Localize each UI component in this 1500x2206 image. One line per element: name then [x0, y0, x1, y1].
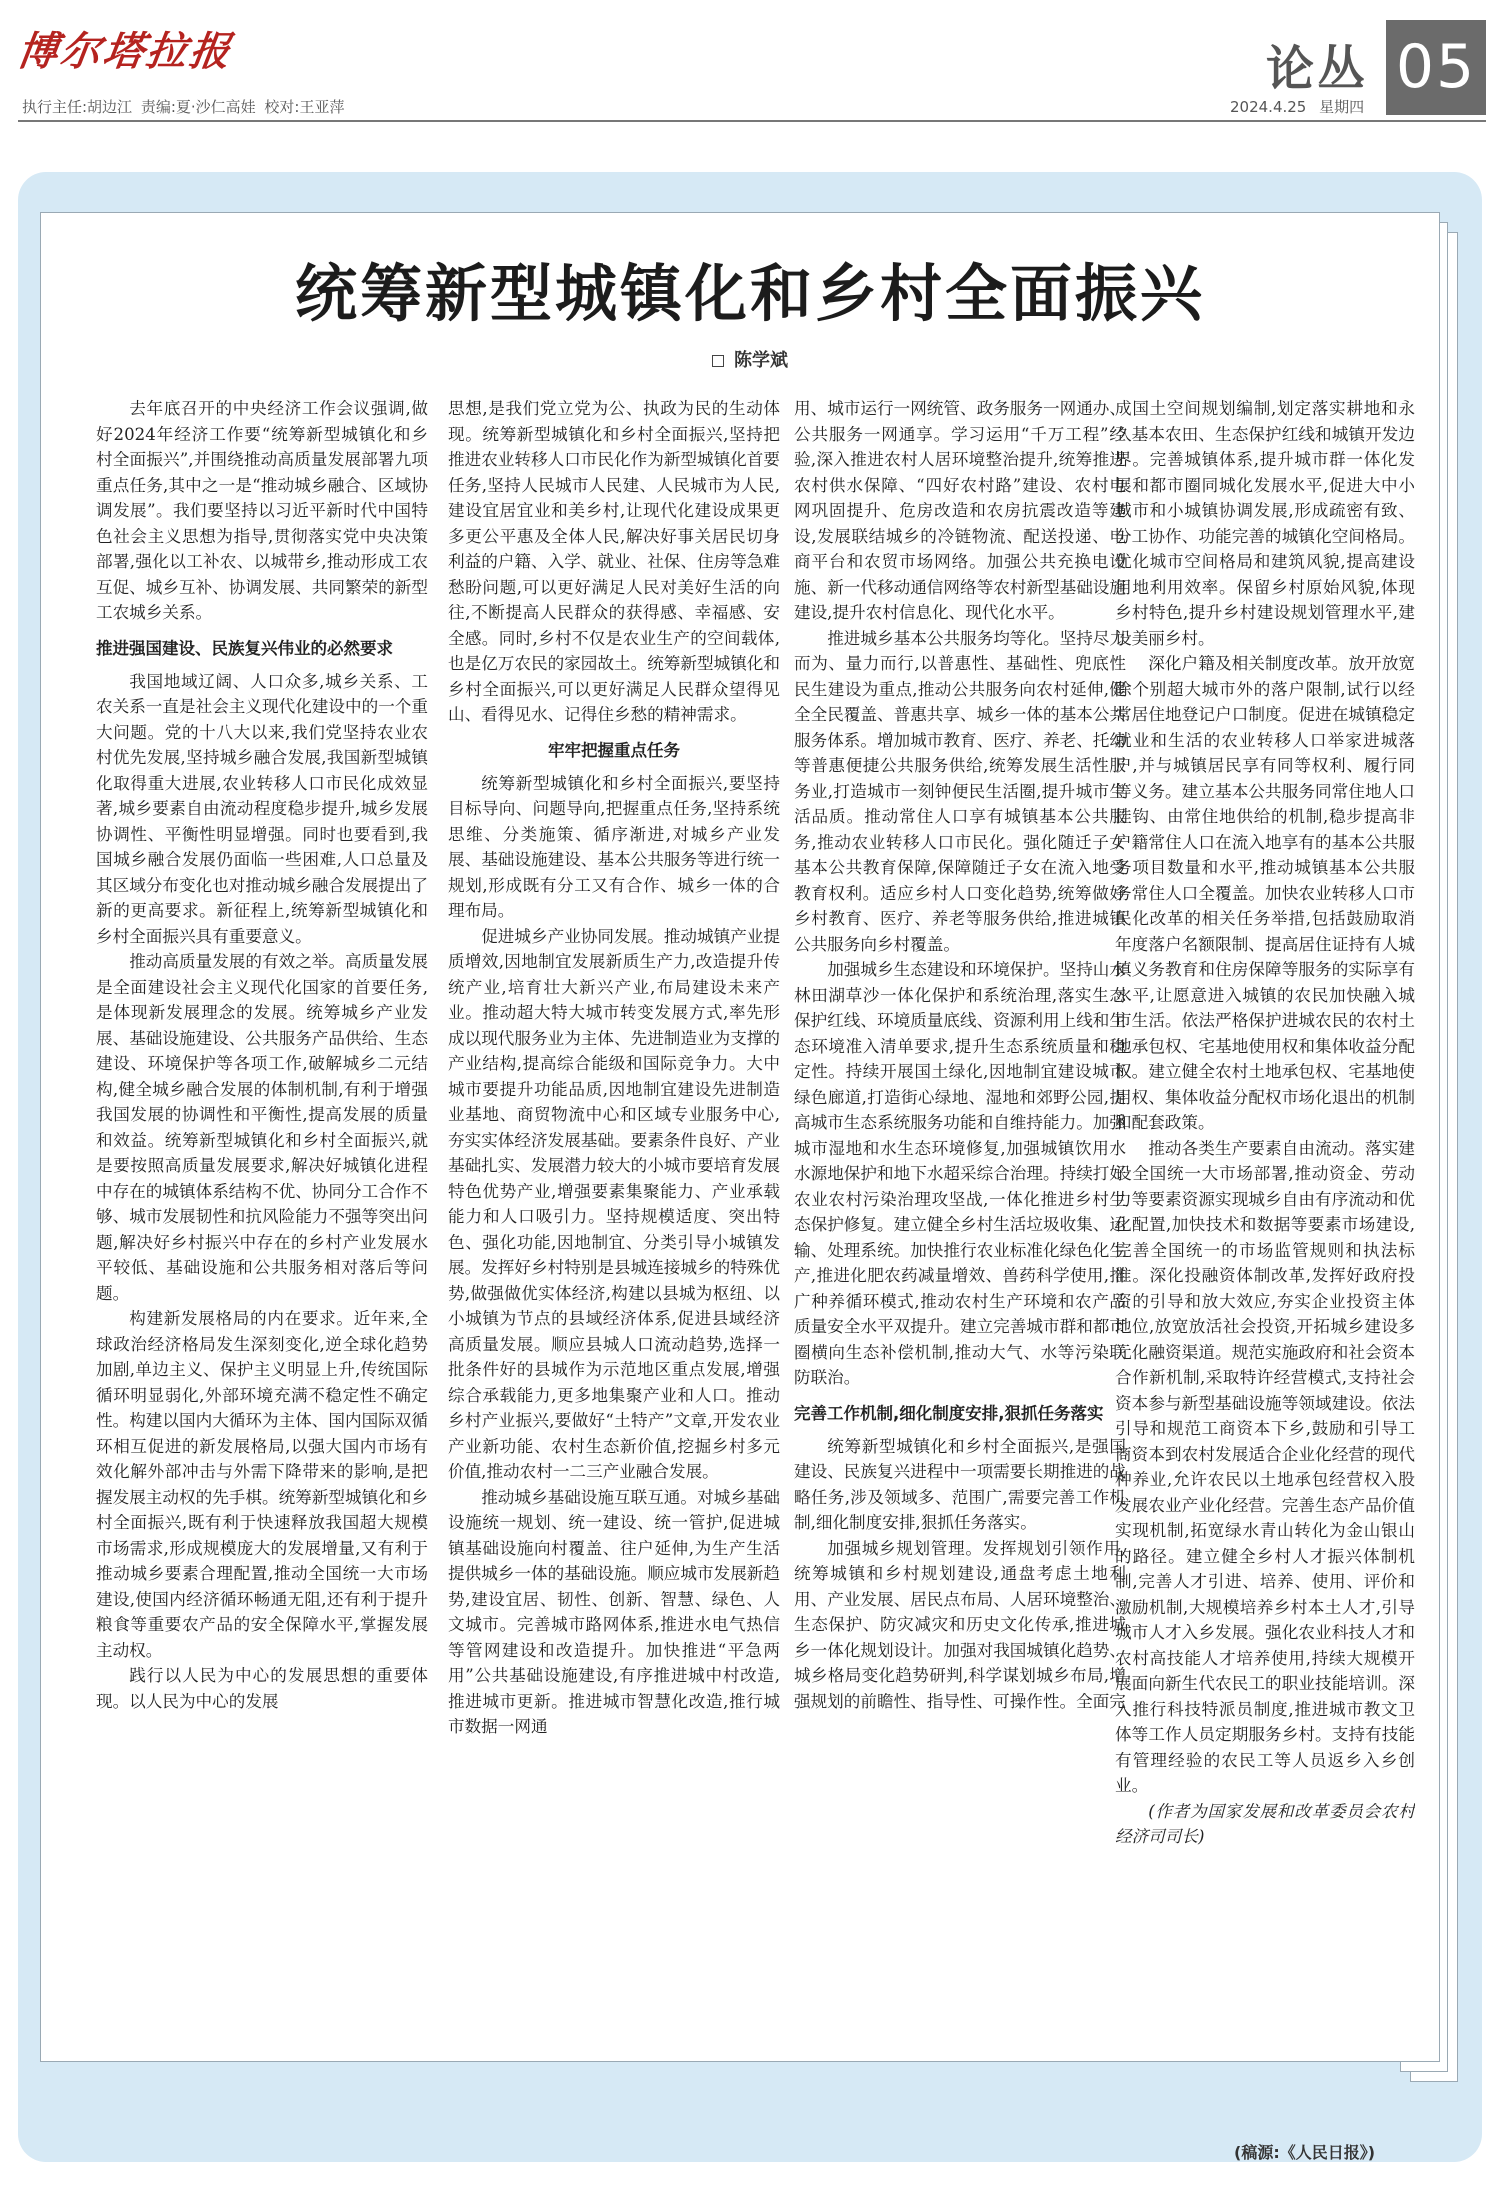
- staff-credits: 执行主任:胡边江 责编:夏·沙仁高娃 校对:王亚萍: [22, 98, 345, 116]
- byline-box-icon: [712, 355, 724, 367]
- paragraph: 践行以人民为中心的发展思想的重要体现。以人民为中心的发展: [96, 1666, 428, 1711]
- paragraph: 深化户籍及相关制度改革。放开放宽除个别超大城市外的落户限制,试行以经常居住地登记户口制度。促进在城镇稳定就业和生活的农业转移人口举家进城落户,并与城镇居民享有同等权利、履行同等义务。建立基本公共服务同常住地人口挂钩、由常住地供给的机制,稳步提高非户籍常住人口在流入地享有的基本公共服务项目数量和水平,推动城镇基本公共服务常住人口全覆盖。加快农业转移人口市民化改革的相关任务举措,包括鼓励取消年度落户名额限制、提高居住证持有人城镇义务教育和住房保障等服务的实际享有水平,让愿意进入城镇的农民加快融入城市生活。依法严格保护进城农民的农村土地承包权、宅基地使用权和集体收益分配权。建立健全农村土地承包权、宅基地使用权、集体收益分配权市场化退出的机制和配套政策。: [1115, 654, 1415, 1132]
- article-title: 统筹新型城镇化和乡村全面振兴: [294, 257, 1205, 330]
- paragraph: 推进城乡基本公共服务均等化。坚持尽力而为、量力而行,以普惠性、基础性、兜底性民生建设为重点,推动公共服务向农村延伸,健全全民覆盖、普惠共享、城乡一体的基本公共服务体系。增加城市教育、医疗、养老、托幼等普惠便捷公共服务供给,统筹发展生活性服务业,打造城市一刻钟便民生活圈,提升城市生活品质。推动常住人口享有城镇基本公共服务,推动农业转移人口市民化。强化随迁子女基本公共教育保障,保障随迁子女在流入地受教育权利。适应乡村人口变化趋势,统筹做好乡村教育、医疗、养老等服务供给,推进城镇公共服务向乡村覆盖。: [794, 628, 1126, 954]
- paragraph: 构建新发展格局的内在要求。近年来,全球政治经济格局发生深刻变化,逆全球化趋势加剧,单边主义、保护主义明显上升,传统国际循环明显弱化,外部环境充满不稳定性不确定性。构建以国内大循环为主体、国内国际双循环相互促进的新发展格局,以强大国内市场有效化解外部冲击与外需下降带来的影响,是把握发展主动权的先手棋。统筹新型城镇化和乡村全面振兴,既有利于快速释放我国超大规模市场需求,形成规模庞大的发展增量,又有利于推动城乡要素合理配置,推动全国统一大市场建设,使国内经济循环畅通无阻,还有利于提升粮食等重要农产品的安全保障水平,掌握发展主动权。: [96, 1309, 428, 1660]
- paragraph: 用、城市运行一网统管、政务服务一网通办、公共服务一网通享。学习运用“千万工程”经验,深入推进农村人居环境整治提升,统筹推进农村供水保障、“四好农村路”建设、农村电网巩固提升、危房改造和农房抗震改造等建设,发展联结城乡的冷链物流、配送投递、电商平台和农贸市场网络。加强公共充换电设施、新一代移动通信网络等农村新型基础设施建设,提升农村信息化、现代化水平。: [794, 399, 1126, 622]
- paragraph: 加强城乡生态建设和环境保护。坚持山水林田湖草沙一体化保护和系统治理,落实生态保护红线、环境质量底线、资源利用上线和生态环境准入清单要求,提升生态系统质量和稳定性。持续开展国土绿化,因地制宜建设城市绿色廊道,打造街心绿地、湿地和郊野公园,提高城市生态系统服务功能和自维持能力。加强城市湿地和水生态环境修复,加强城镇饮用水水源地保护和地下水超采综合治理。持续打好农业农村污染治理攻坚战,一体化推进乡村生态保护修复。建立健全乡村生活垃圾收集、运输、处理系统。加快推行农业标准化绿色化生产,推进化肥农药减量增效、兽药科学使用,推广种养循环模式,推动农村生产环境和农产品质量安全水平双提升。建立完善城市群和都市圈横向生态补偿机制,推动大气、水等污染联防联治。: [794, 960, 1126, 1387]
- page-number: 05: [1386, 20, 1486, 115]
- paragraph: 促进城乡产业协同发展。推动城镇产业提质增效,因地制宜发展新质生产力,改造提升传统产业,培育壮大新兴产业,布局建设未来产业。推动超大特大城市转变发展方式,率先形成以现代服务业为主体、先进制造业为支撑的产业结构,提高综合能级和国际竞争力。大中城市要提升功能品质,因地制宜建设先进制造业基地、商贸物流中心和区域专业服务中心,夯实实体经济发展基础。要素条件良好、产业基础扎实、发展潜力较大的小城市要培育发展特色优势产业,增强要素集聚能力、产业承载能力和人口吸引力。坚持规模适度、突出特色、强化功能,因地制宜、分类引导小城镇发展。发挥好乡村特别是县城连接城乡的特殊优势,做强做优实体经济,构建以县城为枢纽、以小城镇为节点的县域经济体系,促进县域经济高质量发展。顺应县城人口流动趋势,选择一批条件好的县城作为示范地区重点发展,增强综合承载能力,更多地集聚产业和人口。推动乡村产业振兴,要做好“土特产”文章,开发农业产业新功能、农村生态新价值,挖掘乡村多元价值,推动农村一二三产业融合发展。: [448, 926, 780, 1481]
- article-column-1: [96, 396, 428, 2036]
- paragraph: 我国地域辽阔、人口众多,城乡关系、工农关系一直是社会主义现代化建设中的一个重大问题。党的十八大以来,我们党坚持农业农村优先发展,坚持城乡融合发展,我国新型城镇化取得重大进展,农业转移人口市民化成效显著,城乡要素自由流动程度稳步提升,城乡发展协调性、平衡性明显增强。同时也要看到,我国城乡融合发展仍面临一些困难,人口总量及其区域分布变化也对推动城乡融合发展提出了新的更高要求。新征程上,统筹新型城镇化和乡村全面振兴具有重要意义。: [96, 671, 428, 946]
- paragraph: 统筹新型城镇化和乡村全面振兴,是强国建设、民族复兴进程中一项需要长期推进的战略任务,涉及领域多、范围广,需要完善工作机制,细化制度安排,狠抓任务落实。: [794, 1436, 1126, 1532]
- article-column-4: [1115, 396, 1415, 2036]
- byline: [0, 346, 1500, 372]
- paragraph: 去年底召开的中央经济工作会议强调,做好2024年经济工作要“统筹新型城镇化和乡村全面振兴”,并围绕推动高质量发展部署九项重点任务,其中之一是“推动城乡融合、区域协调发展”。我们要坚持以习近平新时代中国特色社会主义思想为指导,贯彻落实党中央决策部署,强化以工补农、以城带乡,推动形成工农互促、城乡互补、协调发展、共同繁荣的新型工农城乡关系。: [96, 399, 428, 622]
- paragraph: 成国土空间规划编制,划定落实耕地和永久基本农田、生态保护红线和城镇开发边界。完善城镇体系,提升城市群一体化发展和都市圈同城化发展水平,促进大中小城市和小城镇协调发展,形成疏密有致、分工协作、功能完善的城镇化空间格局。优化城市空间格局和建筑风貌,提高建设用地利用效率。保留乡村原始风貌,体现乡村特色,提升乡村建设规划管理水平,建设美丽乡村。: [1115, 399, 1415, 648]
- paragraph: 推动各类生产要素自由流动。落实建设全国统一大市场部署,推动资金、劳动力等要素资源实现城乡自由有序流动和优化配置,加快技术和数据等要素市场建设,完善全国统一的市场监管规则和执法标准。深化投融资体制改革,发挥好政府投资的引导和放大效应,夯实企业投资主体地位,放宽放活社会投资,开拓城乡建设多元化融资渠道。规范实施政府和社会资本合作新机制,采取特许经营模式,支持社会资本参与新型基础设施等领域建设。依法引导和规范工商资本下乡,鼓励和引导工商资本到农村发展适合企业化经营的现代种养业,允许农民以土地承包经营权入股发展农业产业化经营。完善生态产品价值实现机制,拓宽绿水青山转化为金山银山的路径。建立健全乡村人才振兴体制机制,完善人才引进、培养、使用、评价和激励机制,大规模培养乡村本土人才,引导城市人才入乡发展。强化农业科技人才和农村高技能人才培养使用,持续大规模开展面向新生代农民工的职业技能培训。深入推行科技特派员制度,推进城市教文卫体等工作人员定期服务乡村。支持有技能有管理经验的农民工等人员返乡入乡创业。: [1115, 1138, 1415, 1795]
- section-title: 论丛: [1266, 41, 1369, 97]
- paragraph: 统筹新型城镇化和乡村全面振兴,要坚持目标导向、问题导向,把握重点任务,坚持系统思维、分类施策、循序渐进,对城乡产业发展、基础设施建设、基本公共服务等进行统一规划,形成既有分工又有合作、城乡一体的合理布局。: [448, 773, 780, 920]
- masthead-logo: 博尔塔拉报: [14, 28, 236, 75]
- section-heading: 完善工作机制,细化制度安排,狠抓任务落实: [794, 1403, 1104, 1423]
- source-credit: (稿源:《人民日报》): [1234, 2143, 1376, 2162]
- paragraph: 思想,是我们党立党为公、执政为民的生动体现。统筹新型城镇化和乡村全面振兴,坚持把推进农业转移人口市民化作为新型城镇化首要任务,坚持人民城市人民建、人民城市为人民,建设宜居宜业和美乡村,让现代化建设成果更多更公平惠及全体人民,解决好事关居民切身利益的户籍、入学、就业、社保、住房等急难愁盼问题,可以更好满足人民对美好生活的向往,不断提高人民群众的获得感、幸福感、安全感。同时,乡村不仅是农业生产的空间载体,也是亿万农民的家园故土。统筹新型城镇化和乡村全面振兴,可以更好满足人民群众望得见山、看得见水、记得住乡愁的精神需求。: [448, 399, 780, 724]
- section-heading: 推进强国建设、民族复兴伟业的必然要求: [96, 638, 393, 658]
- article-column-2: [448, 396, 780, 2036]
- paragraph: 加强城乡规划管理。发挥规划引领作用,统筹城镇和乡村规划建设,通盘考虑土地利用、产业发展、居民点布局、人居环境整治、生态保护、防灾减灾和历史文化传承,推进城乡一体化规划设计。加强对我国城镇化趋势、城乡格局变化趋势研判,科学谋划城乡布局,增强规划的前瞻性、指导性、可操作性。全面完: [794, 1538, 1126, 1711]
- author-name: 陈学斌: [734, 350, 788, 371]
- paragraph: 推动高质量发展的有效之举。高质量发展是全面建设社会主义现代化国家的首要任务,是体现新发展理念的发展。统筹城乡产业发展、基础设施建设、公共服务产品供给、生态建设、环境保护等各项工作,破解城乡二元结构,健全城乡融合发展的体制机制,有利于增强我国发展的协调性和平衡性,提高发展的质量和效益。统筹新型城镇化和乡村全面振兴,就是要按照高质量发展要求,解决好城镇化进程中存在的城镇体系结构不优、协同分工合作不够、城市发展韧性和抗风险能力不强等突出问题,解决好乡村振兴中存在的乡村产业发展水平较低、基础设施和公共服务相对落后等问题。: [96, 952, 428, 1303]
- article-column-3: [794, 396, 1126, 2036]
- paragraph: 推动城乡基础设施互联互通。对城乡基础设施统一规划、统一建设、统一管护,促进城镇基础设施向村覆盖、往户延伸,为生产生活提供城乡一体的基础设施。顺应城市发展新趋势,建设宜居、韧性、创新、智慧、绿色、人文城市。完善城市路网体系,推进水电气热信等管网建设和改造提升。加快推进“平急两用”公共基础设施建设,有序推进城中村改造,推进城市更新。推进城市智慧化改造,推行城市数据一网通: [448, 1487, 780, 1736]
- issue-date: 2024.4.25 星期四: [1230, 98, 1365, 116]
- section-heading: 牢牢把握重点任务: [548, 740, 680, 760]
- author-note: (作者为国家发展和改革委员会农村经济司司长): [1115, 1801, 1415, 1846]
- header-rule: [18, 120, 1486, 122]
